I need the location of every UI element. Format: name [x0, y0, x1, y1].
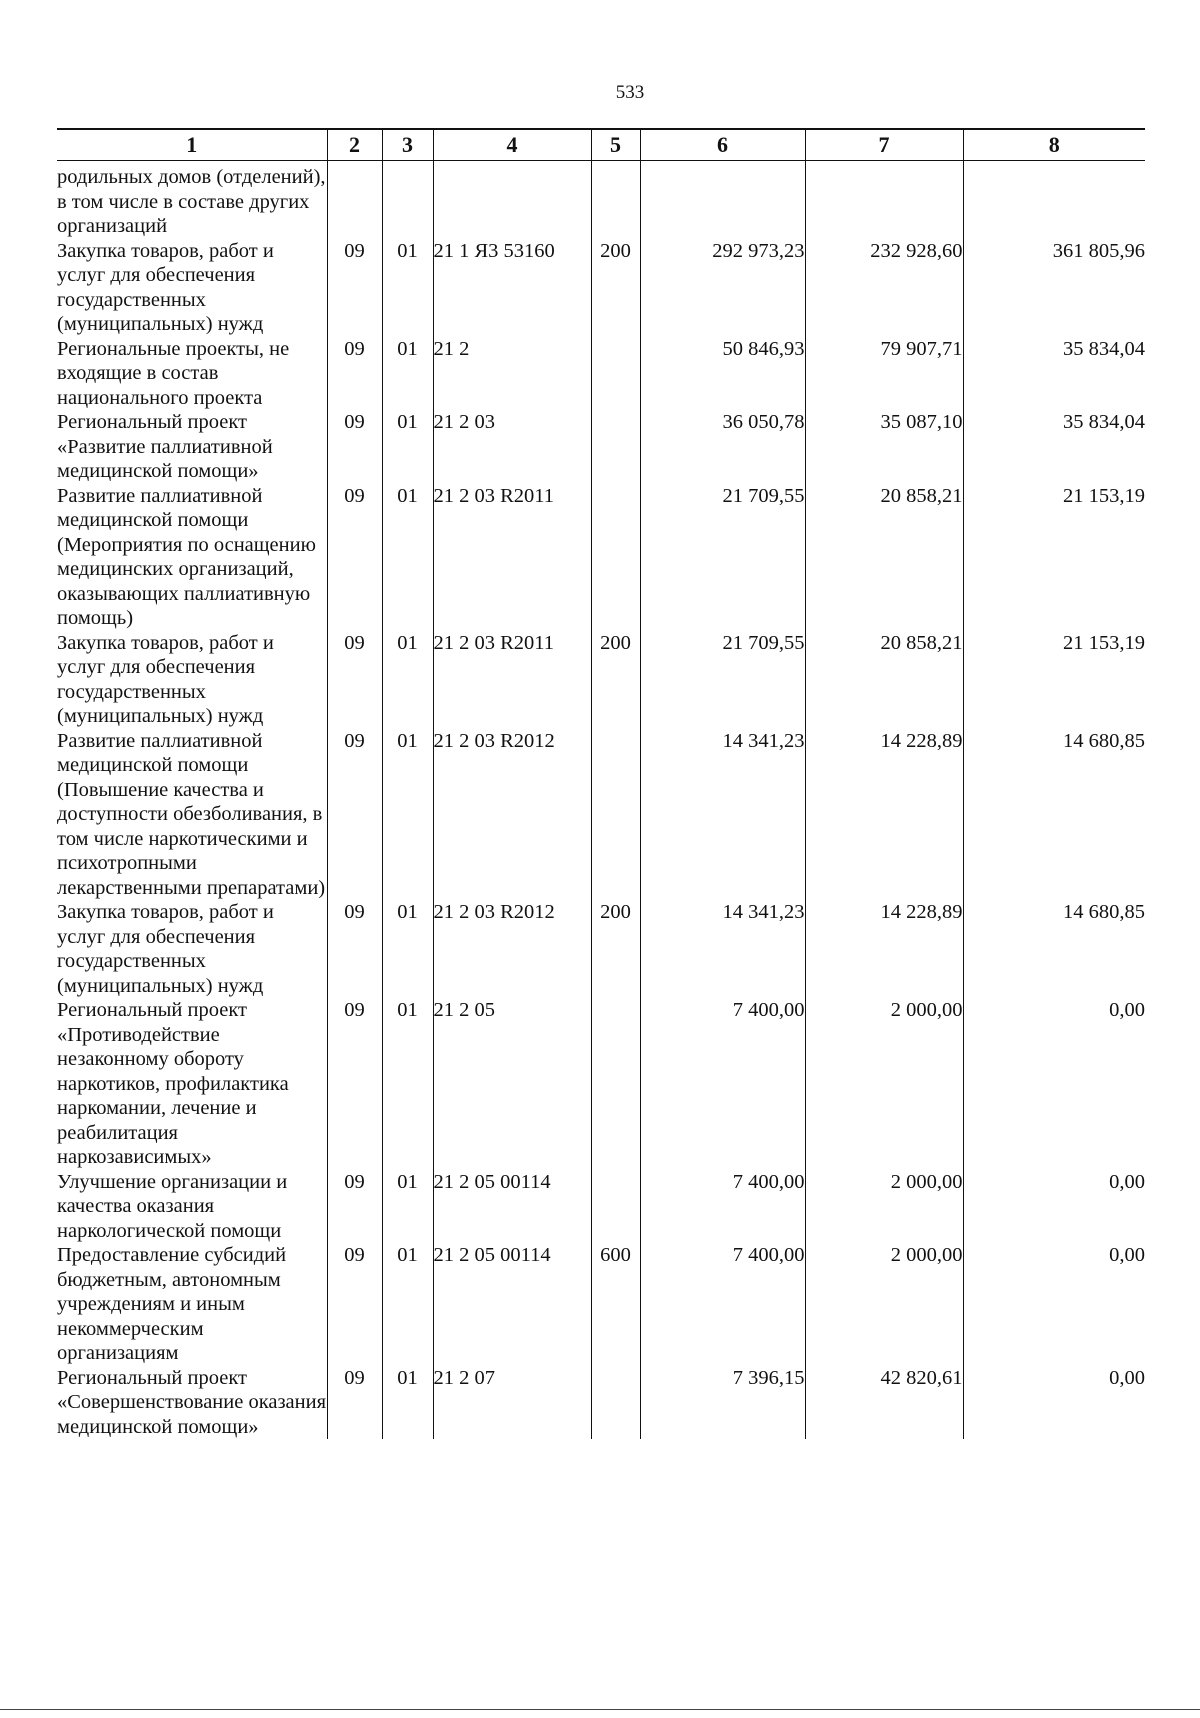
row-subsection: 01	[382, 631, 433, 729]
page-number: 533	[615, 82, 645, 103]
row-subsection: 01	[382, 239, 433, 337]
row-amount-col7: 42 820,61	[805, 1366, 963, 1440]
row-amount-col8: 0,00	[963, 998, 1145, 1170]
header-col-1: 1	[57, 129, 327, 161]
row-amount-col8: 0,00	[963, 1366, 1145, 1440]
row-target-code: 21 2 03 R2011	[433, 484, 591, 631]
row-expense-type	[591, 161, 640, 239]
row-subsection: 01	[382, 1243, 433, 1366]
row-amount-col6: 36 050,78	[640, 410, 805, 484]
row-subsection	[382, 161, 433, 239]
row-expense-type	[591, 337, 640, 411]
header-col-7: 7	[805, 129, 963, 161]
row-amount-col6: 14 341,23	[640, 900, 805, 998]
table-row	[57, 161, 1145, 239]
row-amount-col6: 7 400,00	[640, 998, 805, 1170]
header-col-2: 2	[327, 129, 382, 161]
row-expense-type	[591, 410, 640, 484]
row-section: 09	[327, 337, 382, 411]
row-amount-col8: 14 680,85	[963, 900, 1145, 998]
row-expense-type	[591, 998, 640, 1170]
row-section: 09	[327, 900, 382, 998]
row-section: 09	[327, 729, 382, 901]
row-amount-col7: 14 228,89	[805, 729, 963, 901]
row-amount-col8: 35 834,04	[963, 410, 1145, 484]
row-amount-col6: 14 341,23	[640, 729, 805, 901]
row-name: Закупка товаров, работ и услуг для обеспечения государственных (муниципальных) нужд	[57, 239, 274, 335]
row-name: Региональный проект «Противодействие незаконному обороту наркотиков, профилактика наркомании, лечение и реабилитация наркозависимых»	[57, 999, 289, 1168]
row-amount-col6: 7 400,00	[640, 1170, 805, 1244]
row-name: Развитие паллиативной медицинской помощи (Повышение качества и доступности обезболивания, в том числе наркотическими и психотропными лекарственными препаратами)	[57, 729, 326, 899]
row-amount-col8: 0,00	[963, 1170, 1145, 1244]
row-section: 09	[327, 1170, 382, 1244]
row-name: Развитие паллиативной медицинской помощи (Мероприятия по оснащению медицинских организаций, оказывающих паллиативную помощь)	[57, 484, 316, 629]
row-target-code: 21 2 05	[433, 998, 591, 1170]
row-subsection: 01	[382, 337, 433, 411]
row-section: 09	[327, 410, 382, 484]
table-body	[57, 161, 1145, 1440]
row-target-code: 21 2 05 00114	[433, 1170, 591, 1244]
row-amount-col8: 35 834,04	[963, 337, 1145, 411]
row-subsection: 01	[382, 900, 433, 998]
row-target-code: 21 2 03	[433, 410, 591, 484]
row-expense-type: 200	[591, 900, 640, 998]
row-target-code	[433, 161, 591, 239]
row-target-code: 21 2 07	[433, 1366, 591, 1440]
row-amount-col7: 2 000,00	[805, 1170, 963, 1244]
row-amount-col7: 20 858,21	[805, 631, 963, 729]
row-subsection: 01	[382, 1170, 433, 1244]
budget-table	[57, 128, 1145, 1439]
table-row	[57, 900, 1145, 998]
row-name: Закупка товаров, работ и услуг для обеспечения государственных (муниципальных) нужд	[57, 901, 274, 997]
row-amount-col8: 0,00	[963, 1243, 1145, 1366]
row-section: 09	[327, 484, 382, 631]
row-target-code: 21 2 03 R2011	[433, 631, 591, 729]
row-expense-type: 200	[591, 239, 640, 337]
row-amount-col6: 7 400,00	[640, 1243, 805, 1366]
row-section: 09	[327, 1366, 382, 1440]
row-name: Региональные проекты, не входящие в состав национального проекта	[57, 337, 290, 409]
row-amount-col8	[963, 161, 1145, 239]
row-name: родильных домов (отделений), в том числе в составе других организаций	[57, 166, 326, 237]
row-subsection: 01	[382, 729, 433, 901]
row-target-code: 21 2	[433, 337, 591, 411]
header-col-5: 5	[591, 129, 640, 161]
row-amount-col8: 21 153,19	[963, 484, 1145, 631]
row-name: Региональный проект «Развитие паллиативной медицинской помощи»	[57, 411, 273, 482]
header-row	[57, 129, 1145, 161]
row-expense-type: 600	[591, 1243, 640, 1366]
row-target-code: 21 2 03 R2012	[433, 729, 591, 901]
row-subsection: 01	[382, 484, 433, 631]
bottom-rule	[0, 1709, 1200, 1710]
row-name: Закупка товаров, работ и услуг для обеспечения государственных (муниципальных) нужд	[57, 631, 274, 727]
header-col-4: 4	[433, 129, 591, 161]
row-amount-col6	[640, 161, 805, 239]
row-name: Улучшение организации и качества оказания наркологической помощи	[57, 1170, 288, 1242]
table-row	[57, 239, 1145, 337]
header-col-8: 8	[963, 129, 1145, 161]
row-amount-col6: 21 709,55	[640, 631, 805, 729]
row-amount-col7: 2 000,00	[805, 1243, 963, 1366]
row-section	[327, 161, 382, 239]
table-row	[57, 337, 1145, 411]
row-amount-col6: 7 396,15	[640, 1366, 805, 1440]
row-expense-type	[591, 1366, 640, 1440]
row-expense-type	[591, 484, 640, 631]
row-amount-col7: 79 907,71	[805, 337, 963, 411]
row-amount-col7: 20 858,21	[805, 484, 963, 631]
row-subsection: 01	[382, 998, 433, 1170]
header-col-6: 6	[640, 129, 805, 161]
table-row	[57, 410, 1145, 484]
row-name: Региональный проект «Совершенствование оказания медицинской помощи»	[57, 1366, 327, 1438]
row-target-code: 21 2 05 00114	[433, 1243, 591, 1366]
row-amount-col6: 50 846,93	[640, 337, 805, 411]
row-section: 09	[327, 631, 382, 729]
row-section: 09	[327, 1243, 382, 1366]
row-expense-type	[591, 1170, 640, 1244]
row-expense-type: 200	[591, 631, 640, 729]
table-row	[57, 729, 1145, 901]
row-amount-col6: 292 973,23	[640, 239, 805, 337]
row-name: Предоставление субсидий бюджетным, автономным учреждениям и иным некоммерческим организациям	[57, 1244, 287, 1364]
row-amount-col7: 14 228,89	[805, 900, 963, 998]
row-subsection: 01	[382, 410, 433, 484]
row-amount-col7: 2 000,00	[805, 998, 963, 1170]
table-row	[57, 1243, 1145, 1366]
row-target-code: 21 1 Я3 53160	[433, 239, 591, 337]
row-target-code: 21 2 03 R2012	[433, 900, 591, 998]
row-amount-col8: 21 153,19	[963, 631, 1145, 729]
table-row	[57, 1366, 1145, 1440]
row-amount-col7: 232 928,60	[805, 239, 963, 337]
table-row	[57, 1170, 1145, 1244]
row-amount-col8: 14 680,85	[963, 729, 1145, 901]
table-row	[57, 998, 1145, 1170]
row-amount-col7: 35 087,10	[805, 410, 963, 484]
row-section: 09	[327, 239, 382, 337]
row-section: 09	[327, 998, 382, 1170]
row-amount-col7	[805, 161, 963, 239]
row-amount-col8: 361 805,96	[963, 239, 1145, 337]
table-row	[57, 484, 1145, 631]
row-subsection: 01	[382, 1366, 433, 1440]
row-expense-type	[591, 729, 640, 901]
row-amount-col6: 21 709,55	[640, 484, 805, 631]
table-row	[57, 631, 1145, 729]
header-col-3: 3	[382, 129, 433, 161]
